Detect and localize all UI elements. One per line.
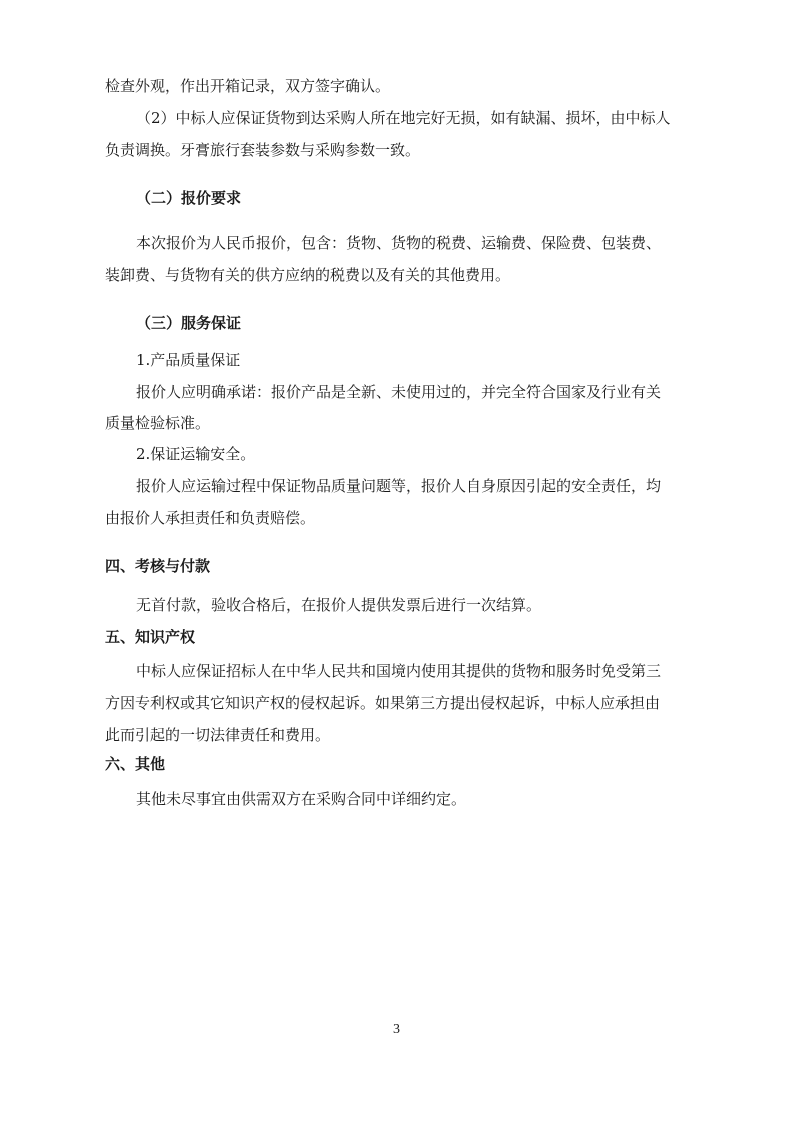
paragraph-line: 1.产品质量保证 <box>136 351 241 369</box>
paragraph-line: 无首付款，验收合格后，在报价人提供发票后进行一次结算。 <box>136 596 542 614</box>
paragraph-line: （2）中标人应保证货物到达采购人所在地完好无损，如有缺漏、损坏，由中标人 <box>136 109 671 127</box>
paragraph-line: 负责调换。牙膏旅行套装参数与采购参数一致。 <box>105 141 421 159</box>
section-heading: 六、其他 <box>105 755 166 773</box>
paragraph-line: 检查外观，作出开箱记录，双方签字确认。 <box>105 77 391 95</box>
paragraph-line: 装卸费、与货物有关的供方应纳的税费以及有关的其他费用。 <box>105 266 511 284</box>
paragraph-line: 中标人应保证招标人在中华人民共和国境内使用其提供的货物和服务时免受第三 <box>136 662 662 680</box>
paragraph-line: 报价人应运输过程中保证物品质量问题等，报价人自身原因引起的安全责任，均 <box>136 477 662 495</box>
paragraph-line: 由报价人承担责任和负责赔偿。 <box>105 509 316 527</box>
paragraph-line: 报价人应明确承诺：报价产品是全新、未使用过的，并完全符合国家及行业有关 <box>136 383 662 401</box>
section-heading: 五、知识产权 <box>105 628 196 646</box>
section-heading: （三）服务保证 <box>136 314 242 332</box>
paragraph-line: 其他未尽事宜由供需双方在采购合同中详细约定。 <box>136 790 467 808</box>
paragraph-line: 此而引起的一切法律责任和费用。 <box>105 726 331 744</box>
paragraph-line: 方因专利权或其它知识产权的侵权起诉。如果第三方提出侵权起诉，中标人应承担由 <box>105 694 661 712</box>
paragraph-line: 本次报价为人民币报价，包含：货物、货物的税费、运输费、保险费、包装费、 <box>136 234 662 252</box>
paragraph-line: 2.保证运输安全。 <box>136 445 256 463</box>
section-heading: 四、考核与付款 <box>105 557 211 575</box>
paragraph-line: 质量检验标准。 <box>105 414 211 432</box>
page-number: 3 <box>393 1022 400 1037</box>
section-heading: （二）报价要求 <box>136 189 242 207</box>
